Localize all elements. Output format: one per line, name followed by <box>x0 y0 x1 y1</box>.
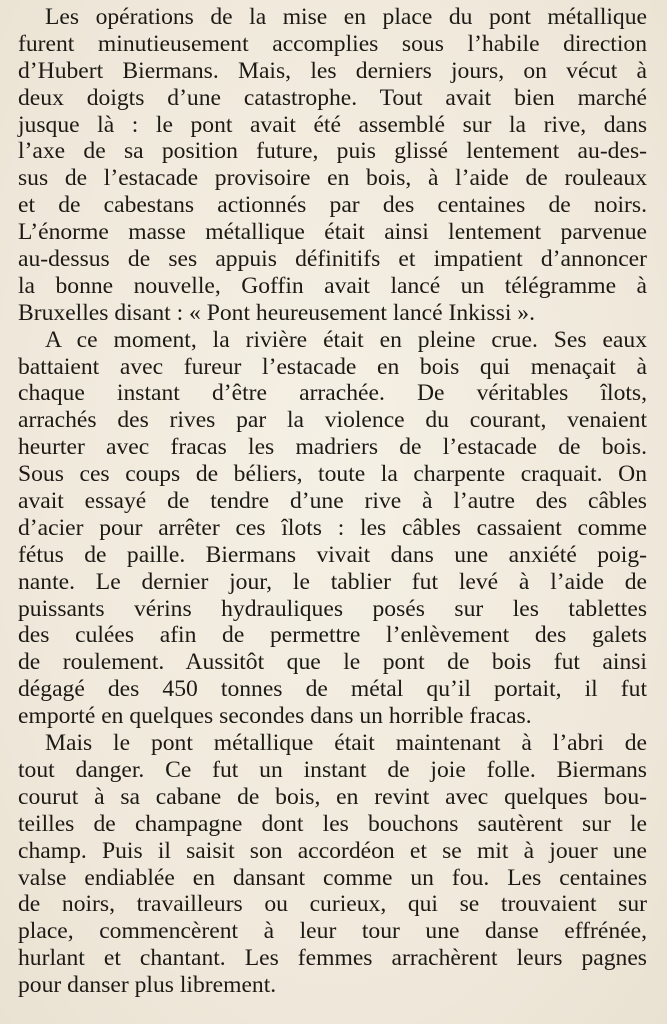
text-line: tout danger. Ce fut un instant de joie folle. Biermans <box>18 756 647 783</box>
text-line: place, commencèrent à leur tour une danse effrénée, <box>18 918 647 945</box>
text-line: de roulement. Aussitôt que le pont de bois fut ainsi <box>18 649 647 676</box>
text-line: la bonne nouvelle, Goffin avait lancé un télégramme à <box>18 272 647 299</box>
text-line: champ. Puis il saisit son accordéon et se mit à jouer une <box>18 837 647 864</box>
paragraph-2 <box>18 327 647 730</box>
text-line: hurlant et chantant. Les femmes arrachèrent leurs pagnes <box>18 945 647 972</box>
text-line: Bruxelles disant : « Pont heureusement lancé Inkissi ». <box>18 299 536 326</box>
text-line: chaque instant d’être arrachée. De véritables îlots, <box>18 380 647 407</box>
text-line: jusque là : le pont avait été assemblé sur la rive, dans <box>18 111 647 138</box>
text-line: et de cabestans actionnés par des centaines de noirs. <box>18 192 647 219</box>
text-line: teilles de champagne dont les bouchons sautèrent sur le <box>18 810 647 837</box>
text-line: pour danser plus librement. <box>18 972 277 999</box>
paragraph-3 <box>18 730 647 999</box>
text-line: dégagé des 450 tonnes de métal qu’il portait, il fut <box>18 676 647 703</box>
text-line: A ce moment, la rivière était en pleine crue. Ses eaux <box>45 326 647 353</box>
text-line: d’acier pour arrêter ces îlots : les câbles cassaient comme <box>18 514 647 541</box>
text-line: furent minutieusement accomplies sous l’habile direction <box>18 30 647 57</box>
text-line: battaient avec fureur l’estacade en bois qui menaçait à <box>18 353 647 380</box>
text-line: deux doigts d’une catastrophe. Tout avait bien marché <box>18 84 647 111</box>
paragraph-1 <box>18 4 647 327</box>
text-line: Les opérations de la mise en place du pont métallique <box>45 4 647 30</box>
text-line: des culées afin de permettre l’enlèvement des galets <box>18 622 647 649</box>
text-line: valse endiablée en dansant comme un fou. Les centaines <box>18 864 647 891</box>
text-line: emporté en quelques secondes dans un horrible fracas. <box>18 703 532 730</box>
text-line: L’énorme masse métallique était ainsi lentement parvenue <box>18 219 647 246</box>
text-line: Mais le pont métallique était maintenant à l’abri de <box>45 730 647 757</box>
text-line: au-dessus de ses appuis définitifs et impatient d’annoncer <box>18 246 647 273</box>
text-line: courut à sa cabane de bois, en revint avec quelques bou- <box>18 783 647 810</box>
text-line: puissants vérins hydrauliques posés sur les tablettes <box>18 595 647 622</box>
text-line: sus de l’estacade provisoire en bois, à l’aide de rouleaux <box>18 165 647 192</box>
text-line: fétus de paille. Biermans vivait dans une anxiété poig- <box>18 541 647 568</box>
text-line: de noirs, travailleurs ou curieux, qui se trouvaient sur <box>18 891 647 918</box>
text-line: nante. Le dernier jour, le tablier fut levé à l’aide de <box>18 568 647 595</box>
text-line: avait essayé de tendre d’une rive à l’autre des câbles <box>18 488 647 515</box>
text-line: Sous ces coups de béliers, toute la charpente craquait. On <box>18 461 647 488</box>
text-line: arrachés des rives par la violence du courant, venaient <box>18 407 647 434</box>
text-line: heurter avec fracas les madriers de l’estacade de bois. <box>18 434 647 461</box>
text-line: l’axe de sa position future, puis glissé lentement au-des- <box>18 138 647 165</box>
text-line: d’Hubert Biermans. Mais, les derniers jours, on vécut à <box>18 57 647 84</box>
